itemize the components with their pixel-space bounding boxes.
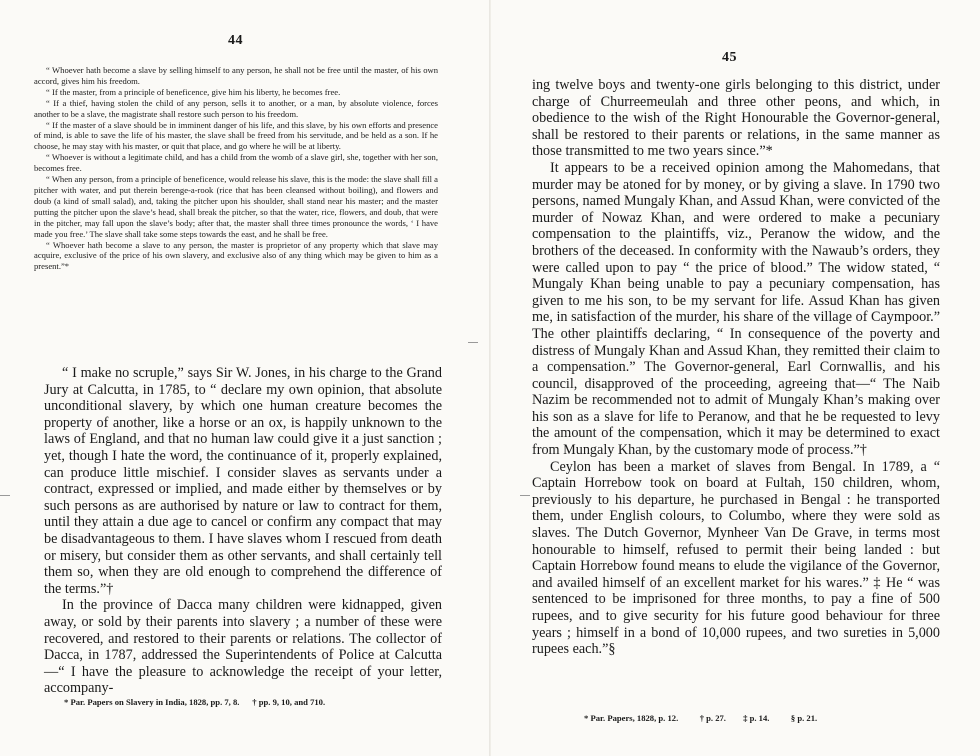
margin-mark <box>0 495 10 496</box>
body-text <box>532 77 940 658</box>
body-paragraph: In the province of Dacca many children were kidnapped, given away, or sold by their parents into slavery ; a number of these were recovered, and restored to their parents or relations. The collector of Dacca, in 1787, addressed the Superintendents of Police at Calcutta—“ I have the pleasure to acknowledge the receipt of your letter, accompany- <box>44 597 442 697</box>
quote-paragraph: “ Whoever is without a legitimate child, and has a child from the womb of a slave girl, she, together with her son, becomes free. <box>34 152 438 174</box>
footnote: * Par. Papers, 1828, p. 12. † p. 27. ‡ p. 14. § p. 21. <box>584 713 818 723</box>
right-page <box>490 0 980 756</box>
footnote: * Par. Papers on Slavery in India, 1828, pp. 7, 8. † pp. 9, 10, and 710. <box>64 697 326 707</box>
margin-mark <box>520 495 530 496</box>
quote-paragraph: “ Whoever hath become a slave to any person, the master is proprietor of any property which that slave may acquire, exclusive of the price of his own slavery, and exclusive also of any thing which may be given to him as a present.”* <box>34 239 438 272</box>
body-paragraph: Ceylon has been a market of slaves from Bengal. In 1789, a “ Captain Horrebow took on board at Fultah, 150 children, whom, previously to his departure, he purchased in Bengal : he transported them, under English colours, to Columbo, where they were sold as slaves. The Dutch Governor, Mynheer Van De Grave, in terms most honourable to himself, refused to permit their being landed : but Captain Horrebow found means to elude the vigilance of the Governor, and availed himself of an excellent market for his wares.” ‡ He “ was sentenced to be imprisoned for three months, to pay a fine of 500 rupees, and to give security for his future good behaviour for three years ; himself in a bond of 10,000 rupees, and two sureties in 5,000 rupees each.”§ <box>532 458 940 658</box>
quote-paragraph: “ If the master, from a principle of beneficence, give him his liberty, he becomes free. <box>46 86 341 97</box>
page-number: 44 <box>228 33 243 48</box>
body-paragraph: It appears to be a received opinion among the Mahomedans, that murder may be atoned for by money, or by giving a slave. In 1790 two persons, named Mungaly Khan, and Assud Khan, were convicted of the murder of Nowaz Khan, and were ordered to make a pecuniary compensation to the plaintiffs, viz., Peranow the widow, and the brothers of the deceased. In conformity with the Nawaub’s orders, they were called upon to pay “ the price of blood.” The widow stated, “ Mungaly Khan being unable to pay a pecuniary compensation, has given to me his son, to be my servant for life. Assud Khan has given me, in satisfaction of the murder, his share of the village of Caympoor.” The other plaintiffs declaring, “ In consequence of the poverty and distress of Mungaly Khan and Assud Khan, they remitted their claim to a compensation.” The Governor-general, Earl Cornwallis, and his council, disapproved of the proceeding, agreeing that—“ The Naib Nazim be recommended not to admit of Mungaly Khan’s making over his son as a slave for life to Peranow, and that he be requested to levy the amount of the compensation, which it may be determined to exact from Mungaly Khan, by the customary mode of process.”† <box>532 159 940 459</box>
quote-paragraph: “ When any person, from a principle of beneficence, would release his slave, this is the mode: the slave shall fill a pitcher with water, and put therein berenge-a-rook (rice that has been cleansed without boiling), and flowers and doub (a kind of small salad), and, taking the pitcher upon his shoulder, shall stand near his master; and the master putting the pitcher upon the slave’s head, shall break the pitcher, so that the water, rice, flowers, and doub, that were in the pitcher, may fall upon the slave’s body; after that, the master shall three times pronounce the words, ‘ I have made you free.’ The slave shall take some steps towards the east, and he shall be free. <box>34 174 438 239</box>
body-paragraph: ing twelve boys and twenty-one girls belonging to this district, under charge of Churreemeulah and three other peons, and which, in obedience to the wish of the Right Honourable the Governor-general, shall be restored to their parents or relations, in the same manner as those transmitted to me two years since.”* <box>532 77 940 160</box>
body-text <box>44 365 442 697</box>
quote-paragraph: “ If the master of a slave should be in imminent danger of his life, and this slave, by his own efforts and presence of mind, is able to save the life of his master, the slave shall be freed from his servitude, and be held as a son. If he choose, he may stay with his master, or quit that place, and go where he will be at liberty. <box>34 119 438 152</box>
law-quote-block <box>34 65 438 272</box>
page-number: 45 <box>722 50 737 65</box>
body-paragraph: “ I make no scruple,” says Sir W. Jones, in his charge to the Grand Jury at Calcutta, in 1785, to “ declare my own opinion, that absolute unconditional slavery, by which one human creature becomes the property of another, like a horse or an ox, is happily unknown to the laws of England, and that no human law could give it a just sanction ; yet, though I hate the word, the continuance of it, properly explained, can produce little mischief. I consider slaves as servants under a contract, expressed or implied, and made either by themselves or by such persons as are authorised by nature or law to contract for them, until they attain a due age to cancel or confirm any compact that may be disadvantageous to them. I have slaves whom I rescued from death or misery, but consider them as other servants, and shall certainly tell them so, when they are old enough to comprehend the difference of the terms.”† <box>44 365 442 597</box>
quote-paragraph: “ If a thief, having stolen the child of any person, sells it to another, or a man, by absolute violence, forces another to be a slave, the magistrate shall restore such person to his freedom. <box>34 97 438 119</box>
quote-paragraph: “ Whoever hath become a slave by selling himself to any person, he shall not be free until the master, of his own accord, gives him his freedom. <box>34 65 438 86</box>
margin-mark <box>468 342 478 343</box>
